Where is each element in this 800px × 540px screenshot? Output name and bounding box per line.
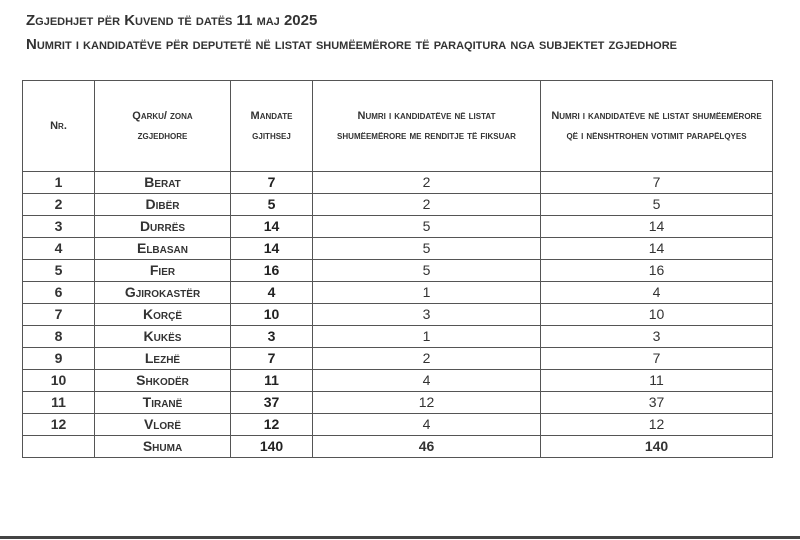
- table-row: [23, 392, 773, 414]
- table-row: [23, 370, 773, 392]
- total-row: [23, 436, 773, 458]
- preferential-list-count: 12: [541, 414, 773, 436]
- mandates-count: 7: [231, 348, 313, 370]
- preferential-list-count: 10: [541, 304, 773, 326]
- row-number: 11: [23, 392, 95, 414]
- row-number: 7: [23, 304, 95, 326]
- zone-name: Vlorë: [95, 414, 231, 436]
- document-title: Zgjedhjet për Kuvend të datës 11 maj 2025: [26, 12, 318, 29]
- bottom-rule: [0, 536, 800, 539]
- fixed-list-count: 5: [313, 238, 541, 260]
- fixed-list-count: 4: [313, 370, 541, 392]
- header-preferential-list: Numri i kandidatëve në listat shumëemërore që i nënshtrohen votimit parapëlqyes: [541, 81, 773, 172]
- mandates-count: 16: [231, 260, 313, 282]
- preferential-list-count: 7: [541, 348, 773, 370]
- total-preferential: 140: [541, 436, 773, 458]
- table-body: [23, 172, 773, 458]
- preferential-list-count: 14: [541, 238, 773, 260]
- candidates-table: [22, 80, 773, 458]
- table-row: [23, 348, 773, 370]
- preferential-list-count: 37: [541, 392, 773, 414]
- mandates-count: 14: [231, 238, 313, 260]
- zone-name: Tiranë: [95, 392, 231, 414]
- fixed-list-count: 2: [313, 172, 541, 194]
- row-number: 1: [23, 172, 95, 194]
- table-row: [23, 238, 773, 260]
- preferential-list-count: 16: [541, 260, 773, 282]
- document-subtitle: Numrit i kandidatëve për deputetë në listat shumëemërore të paraqitura nga subjektet zgjedhore: [26, 36, 678, 53]
- mandates-count: 11: [231, 370, 313, 392]
- total-fixed: 46: [313, 436, 541, 458]
- zone-name: Shkodër: [95, 370, 231, 392]
- fixed-list-count: 1: [313, 282, 541, 304]
- preferential-list-count: 4: [541, 282, 773, 304]
- zone-name: Lezhë: [95, 348, 231, 370]
- zone-name: Durrës: [95, 216, 231, 238]
- row-number: 8: [23, 326, 95, 348]
- header-zone: Qarku/ zona zgjedhore: [95, 81, 231, 172]
- mandates-count: 3: [231, 326, 313, 348]
- zone-name: Elbasan: [95, 238, 231, 260]
- table-row: [23, 326, 773, 348]
- preferential-list-count: 5: [541, 194, 773, 216]
- table-row: [23, 260, 773, 282]
- mandates-count: 10: [231, 304, 313, 326]
- fixed-list-count: 2: [313, 194, 541, 216]
- zone-name: Berat: [95, 172, 231, 194]
- total-nr-empty: [23, 436, 95, 458]
- fixed-list-count: 4: [313, 414, 541, 436]
- table-row: [23, 304, 773, 326]
- header-mandates: Mandate gjithsej: [231, 81, 313, 172]
- mandates-count: 5: [231, 194, 313, 216]
- preferential-list-count: 11: [541, 370, 773, 392]
- mandates-count: 37: [231, 392, 313, 414]
- preferential-list-count: 7: [541, 172, 773, 194]
- header-nr: Nr.: [23, 81, 95, 172]
- row-number: 2: [23, 194, 95, 216]
- fixed-list-count: 5: [313, 260, 541, 282]
- mandates-count: 14: [231, 216, 313, 238]
- table-row: [23, 282, 773, 304]
- mandates-count: 12: [231, 414, 313, 436]
- fixed-list-count: 3: [313, 304, 541, 326]
- row-number: 9: [23, 348, 95, 370]
- table-row: [23, 414, 773, 436]
- zone-name: Fier: [95, 260, 231, 282]
- row-number: 3: [23, 216, 95, 238]
- zone-name: Gjirokastër: [95, 282, 231, 304]
- mandates-count: 7: [231, 172, 313, 194]
- row-number: 4: [23, 238, 95, 260]
- table-row: [23, 216, 773, 238]
- zone-name: Kukës: [95, 326, 231, 348]
- table-row: [23, 172, 773, 194]
- preferential-list-count: 3: [541, 326, 773, 348]
- row-number: 10: [23, 370, 95, 392]
- fixed-list-count: 1: [313, 326, 541, 348]
- total-label: Shuma: [95, 436, 231, 458]
- table-row: [23, 194, 773, 216]
- zone-name: Korçë: [95, 304, 231, 326]
- row-number: 5: [23, 260, 95, 282]
- table-header-row: [23, 81, 773, 172]
- zone-name: Dibër: [95, 194, 231, 216]
- row-number: 6: [23, 282, 95, 304]
- fixed-list-count: 5: [313, 216, 541, 238]
- preferential-list-count: 14: [541, 216, 773, 238]
- row-number: 12: [23, 414, 95, 436]
- header-fixed-list: Numri i kandidatëve në listat shumëemërore me renditje të fiksuar: [313, 81, 541, 172]
- total-mandates: 140: [231, 436, 313, 458]
- mandates-count: 4: [231, 282, 313, 304]
- fixed-list-count: 2: [313, 348, 541, 370]
- fixed-list-count: 12: [313, 392, 541, 414]
